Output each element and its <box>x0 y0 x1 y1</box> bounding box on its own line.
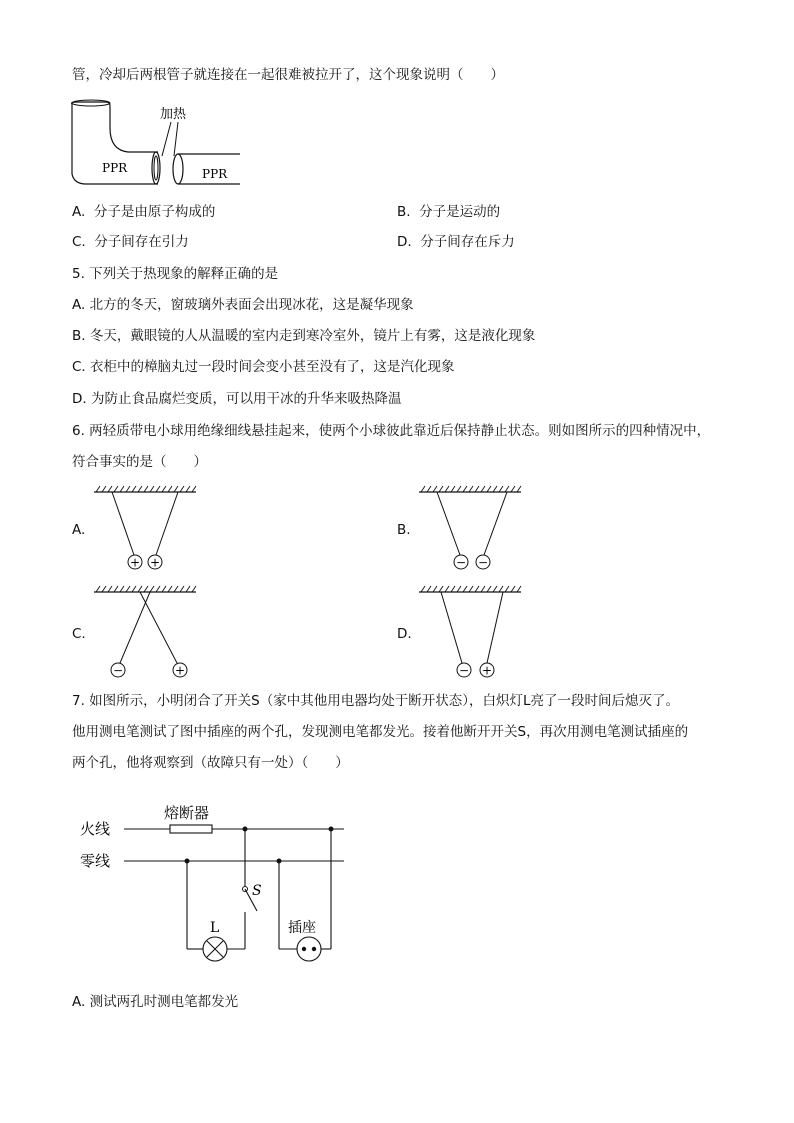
q5-stem: 5. 下列关于热现象的解释正确的是 <box>72 266 279 282</box>
q5-option-d: D. 为防止食品腐烂变质，可以用干冰的升华来吸热降温 <box>72 391 402 407</box>
q6-stem-line2: 符合事实的是（ ） <box>72 454 207 470</box>
ppr-pipe-figure <box>66 98 246 194</box>
q5-option-b: B. 冬天，戴眼镜的人从温暖的室内走到寒冷室外，镜片上有雾，这是液化现象 <box>72 328 536 344</box>
option-text: 分子间存在引力 <box>94 234 189 250</box>
ceiling-hatch <box>419 486 521 492</box>
pipe-label-2: PPR <box>202 167 228 181</box>
option-text: 分子间存在斥力 <box>420 234 515 250</box>
q4-stem-tail: 管，冷却后两根管子就连接在一起很难被拉开了，这个现象说明（ ） <box>72 67 504 83</box>
live-wire-label: 火线 <box>80 820 111 838</box>
q6-figure-d <box>417 584 527 684</box>
q6-figure-b <box>417 484 527 574</box>
q6-option-a-label: A. <box>72 522 86 538</box>
fuse <box>170 825 212 833</box>
charge-a2: + <box>149 555 161 570</box>
q7-stem-line3: 两个孔，他将观察到（故障只有一处）（ ） <box>72 755 349 771</box>
ceiling-hatch <box>94 586 196 592</box>
ceiling-hatch <box>94 486 196 492</box>
lamp-label: L <box>210 920 220 936</box>
q7-circuit-diagram <box>74 798 364 976</box>
q4-option-b <box>397 203 500 221</box>
switch-label: S <box>252 883 262 899</box>
heat-label: 加热 <box>160 107 187 122</box>
q5-option-c: C. 衣柜中的樟脑丸过一段时间会变小甚至没有了，这是汽化现象 <box>72 359 455 375</box>
charge-b1: − <box>455 555 467 570</box>
q4-option-a <box>72 203 215 221</box>
charge-d2: + <box>481 663 493 678</box>
ceiling-hatch <box>419 586 521 592</box>
q7-stem-line2: 他用测电笔测试了图中插座的两个孔，发现测电笔都发光。接着他断开开关S，再次用测电笔测试插座的 <box>72 724 689 740</box>
option-letter: A. <box>72 204 86 220</box>
option-letter: C. <box>72 234 86 250</box>
q6-figure-a <box>92 484 202 574</box>
socket-icon <box>297 937 321 961</box>
q6-option-b-label: B. <box>397 522 411 538</box>
charge-c1: − <box>112 663 124 678</box>
option-letter: B. <box>397 204 411 220</box>
lamp-icon <box>203 937 227 961</box>
socket-label: 插座 <box>288 920 316 936</box>
q5-option-a: A. 北方的冬天，窗玻璃外表面会出现冰花，这是凝华现象 <box>72 297 414 313</box>
q4-option-d <box>397 233 515 251</box>
q7-option-a: A. 测试两孔时测电笔都发光 <box>72 994 239 1010</box>
charge-c2: + <box>174 663 186 678</box>
q6-stem-line1: 6. 两轻质带电小球用绝缘细线悬挂起来，使两个小球彼此靠近后保持静止状态。则如图所示的四种情况中， <box>72 423 711 439</box>
fuse-label: 熔断器 <box>164 804 210 822</box>
option-letter: D. <box>397 234 412 250</box>
q6-option-d-label: D. <box>397 626 412 642</box>
q6-figure-c <box>92 584 202 684</box>
charge-a1: + <box>129 555 141 570</box>
q7-stem-line1: 7. 如图所示，小明闭合了开关S（家中其他用电器均处于断开状态），白炽灯L亮了一段时间后熄灭了。 <box>72 693 680 709</box>
option-text: 分子是由原子构成的 <box>93 204 216 220</box>
q4-option-c <box>72 233 189 251</box>
q6-option-c-label: C. <box>72 626 86 642</box>
charge-b2: − <box>477 555 489 570</box>
pipe-label-1: PPR <box>102 161 128 175</box>
charge-d1: − <box>458 663 470 678</box>
neutral-wire-label: 零线 <box>80 852 111 870</box>
option-text: 分子是运动的 <box>419 204 501 220</box>
